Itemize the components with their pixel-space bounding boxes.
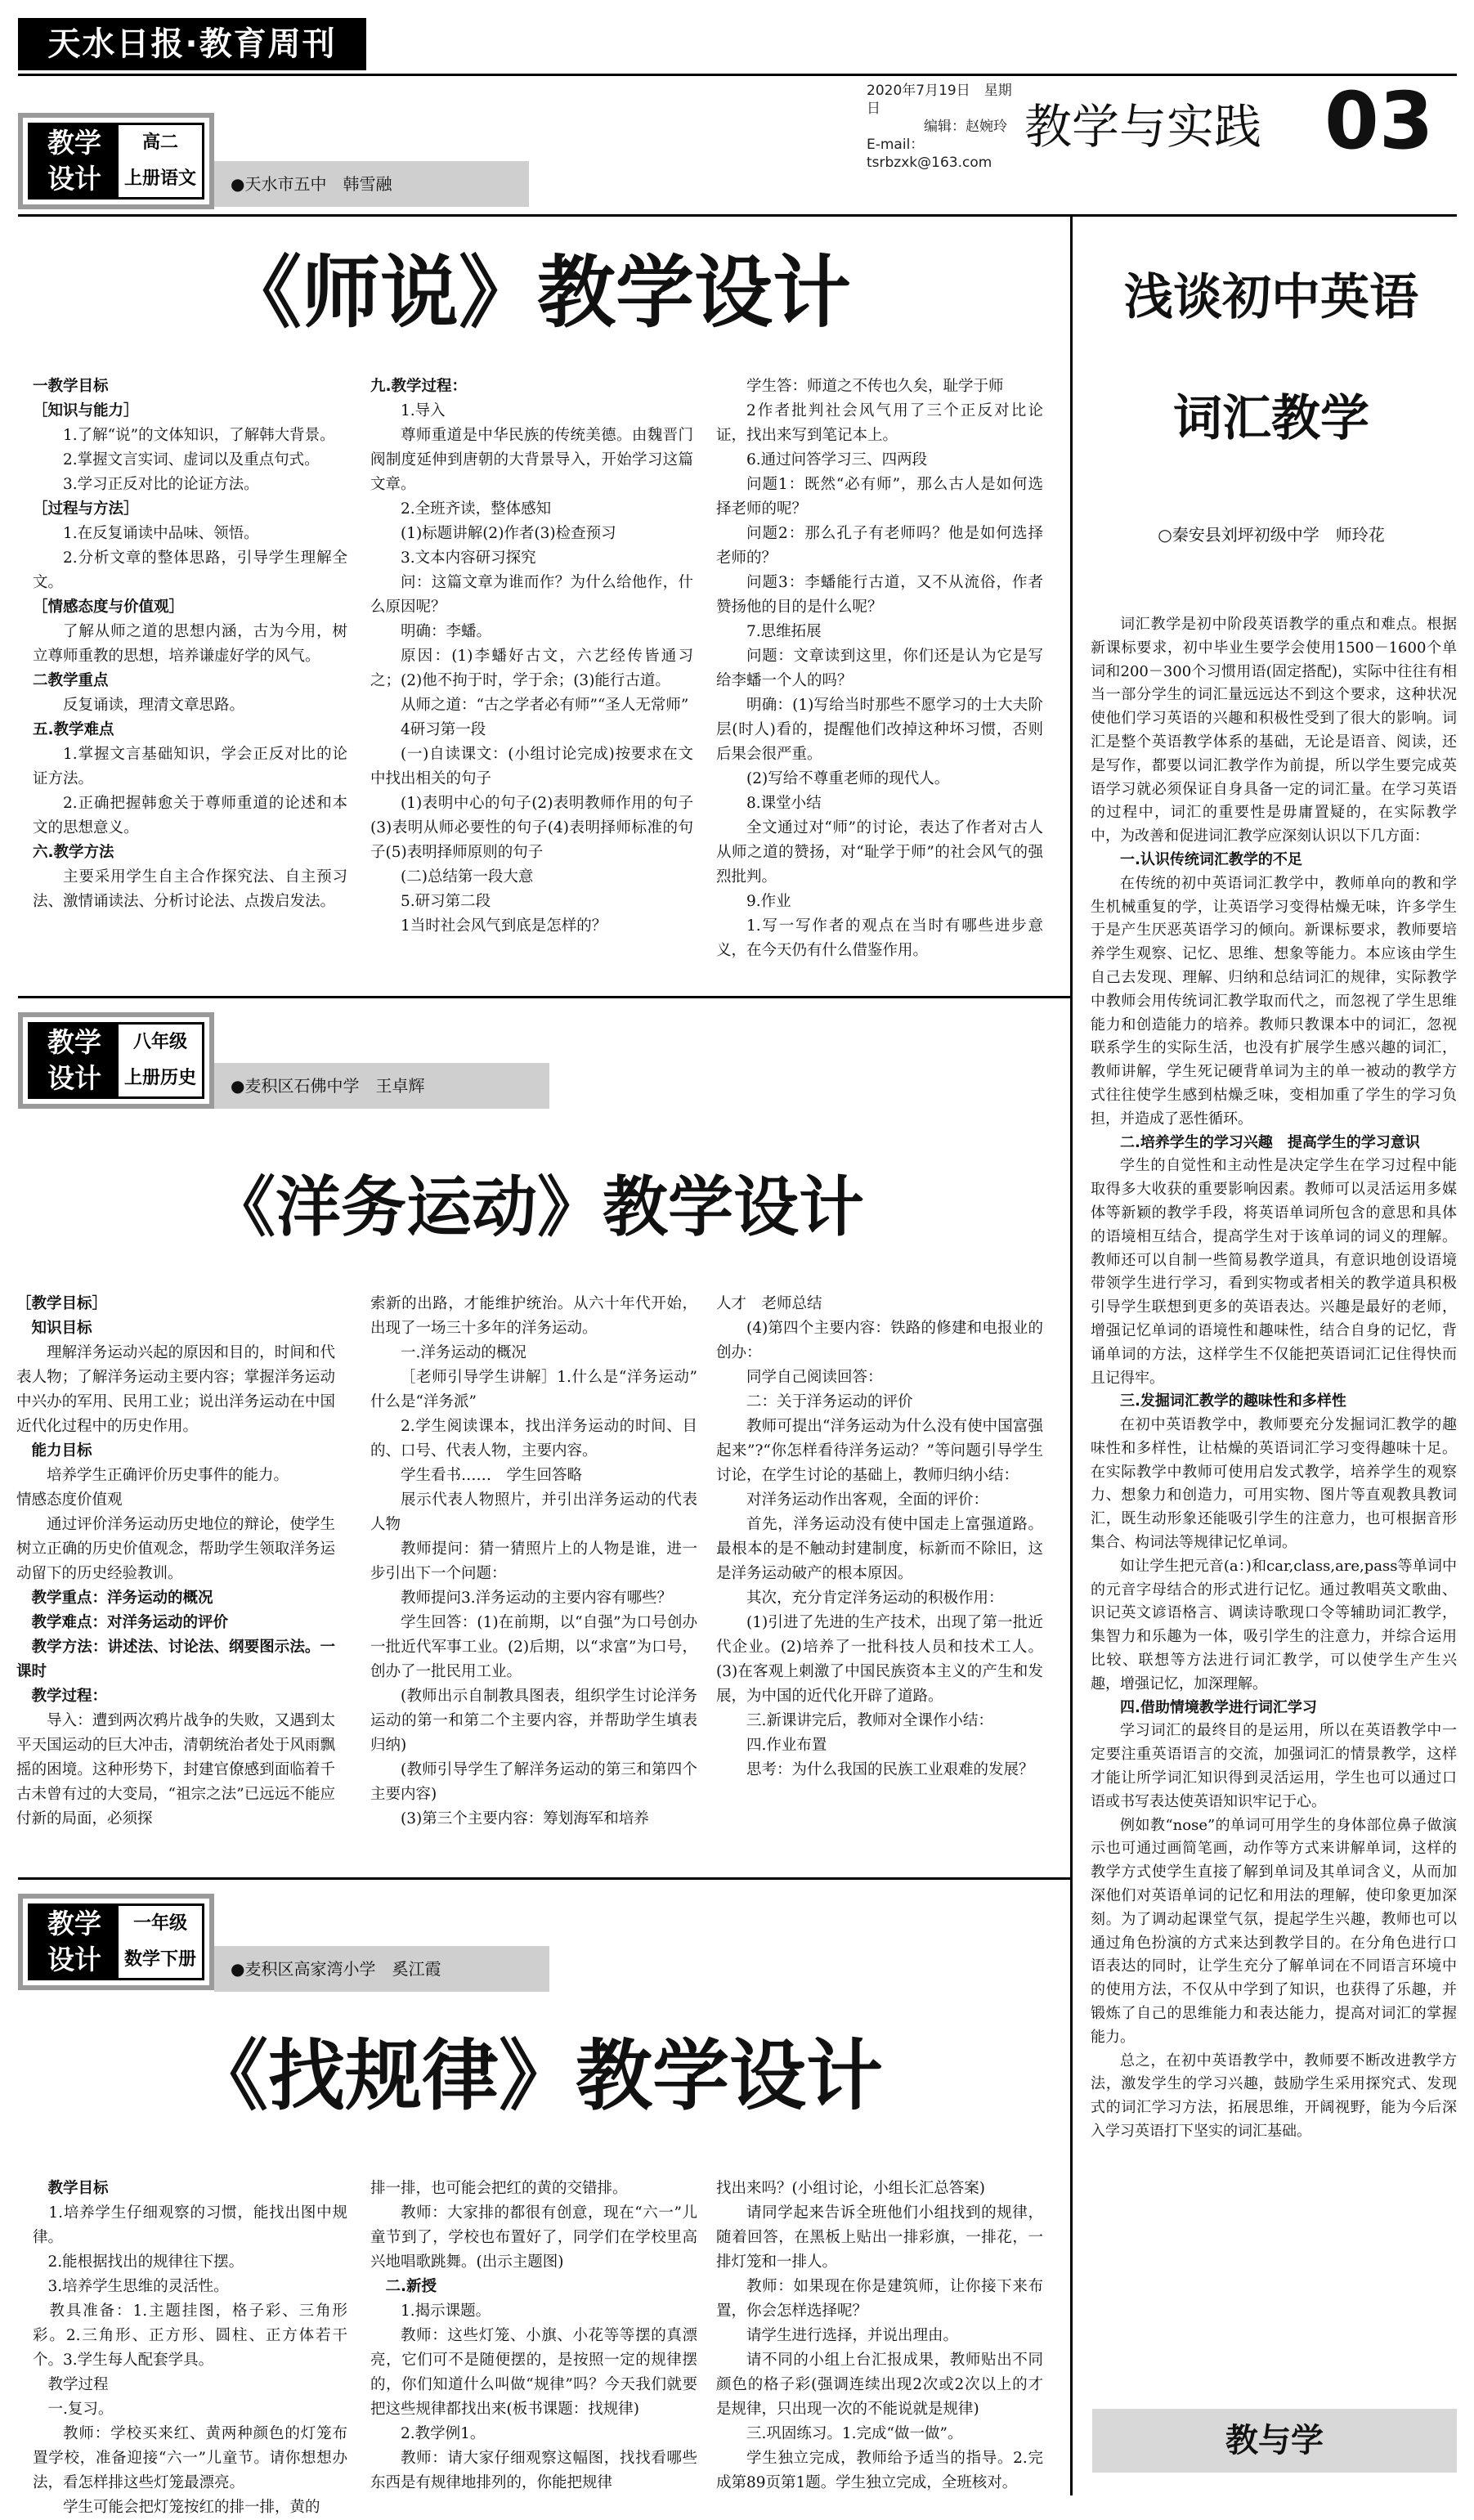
section-heading: 教学难点：对洋务运动的评价 [16,1614,229,1631]
badge-label-right [119,1025,202,1096]
paragraph: 问题1：既然“必有师”，那么古人是如何选择老师的呢？ [716,476,1043,518]
section-heading: 四.借助情境教学进行词汇学习 [1120,1698,1317,1716]
paragraph: 教师：这些灯笼、小旗、小花等等摆的真漂亮，它们可不是随便摆的，是按照一定的规律摆的，你们知道什么叫做“规律”吗？今天我们就要把这些规律都找出来(板书课题：找规律) [370,2327,697,2418]
paragraph: 问题2：那么孔子有老师吗？他是如何选择老师的？ [716,525,1043,567]
paragraph: 1.揭示课题。 [401,2303,491,2320]
paragraph: 请同学起来告诉全班他们小组找到的规律，随着回答，在黑板上贴出一排彩旗，一排花，一排灯笼和一排人。 [716,2204,1043,2271]
paragraph: 一.复习。 [33,2401,114,2418]
paragraph: 总之，在初中英语教学中，教师要不断改进教学方法，激发学生的学习兴趣，鼓励学生采用探究式、发现式的词汇学习方法，拓展思维，开阔视野，能为今后深入学习英语打下坚实的词汇基础。 [1091,2051,1457,2140]
paragraph: 教师提问：猜一猜照片上的人物是谁，进一步引出下一个问题： [370,1540,697,1582]
section-heading: 二教学重点 [33,672,109,689]
paragraph: 3.培养学生思维的灵活性。 [33,2278,229,2295]
paragraph: 展示代表人物照片，并引出洋务运动的代表人物 [370,1491,697,1533]
badge-grade: 一年级 [132,1913,187,1934]
paragraph: 问题3：李蟠能行古道，又不从流俗，作者赞扬他的目的是什么呢？ [716,574,1043,616]
paragraph: 8.课堂小结 [746,795,822,812]
paragraph: 全文通过对“师”的讨论，表达了作者对古人从师之道的赞扬，对“耻学于师”的社会风气的强烈批判。 [716,819,1043,886]
section-tag-box: 教与学 [1092,2409,1457,2473]
section-heading: 三.发掘词汇教学的趣味性和多样性 [1120,1392,1346,1410]
right-article-title [1079,252,1463,464]
section-heading: 九.教学过程： [370,378,468,395]
paragraph: 如让学生把元音(a：)和car,class,are,pass等单词中的元音字母结合的形式进行记忆。通过教唱英文歌曲、识记英文谚语格言、调读诗歌现口令等辅助词汇教学，集智力和乐趣为一体，吸引学生的注意力，并综合运用比较、联想等方法进行词汇教学，可以使学生产生兴趣，增强记忆，加深理解。 [1091,1557,1457,1693]
paragraph: 1.培养学生仔细观察的习惯，能找出图中规律。 [33,2204,347,2246]
page-header-meta [867,82,1022,172]
badge-word: 教学 [47,127,101,159]
paragraph: 从师之道：“古之学者必有师”“圣人无常师” [401,697,689,714]
paragraph: 培养学生正确评价历史事件的能力。 [47,1467,289,1484]
section-heading: ［知识与能力］ [33,402,139,419]
paragraph: 索新的出路，才能维护统治。从六十年代开始，出现了一场三十多年的洋务运动。 [370,1295,697,1337]
paragraph: 明确：李蟠。 [401,623,492,640]
article-title: 《师说》教学设计 [223,247,851,339]
paragraph: 教师可提出“洋务运动为什么没有使中国富强起来”?“你怎样看待洋务运动？”等问题引导学生讨论，在学生讨论的基础上，教师归纳小结： [716,1418,1043,1484]
paragraph: (二)总结第一段大意 [401,868,534,886]
section-heading: 教学目标 [33,2180,109,2197]
paragraph: 2.分析文章的整体思路，引导学生理解全文。 [33,549,347,591]
paragraph: 教学过程 [33,2376,109,2393]
paragraph: (2)写给不尊重老师的现代人。 [746,770,950,787]
section-heading: 二.培养学生的学习兴趣 提高学生的学习意识 [1120,1133,1420,1151]
section-heading: ［教学目标］ [16,1295,108,1312]
section-title: 教学与实践 [1024,99,1262,155]
article-rule [18,996,1070,998]
paragraph: 教师：学校买来红、黄两种颜色的灯笼布置学校，准备迎接“六一”儿童节。请你想想办法，看怎样排这些灯笼最漂亮。 [33,2425,347,2491]
paragraph: (1)标题讲解(2)作者(3)检查预习 [401,525,616,542]
badge-word: 设计 [47,1944,101,1975]
paragraph: 学生独立完成，教师给予适当的指导。2.完成第89页第1题。学生独立完成，全班核对。 [716,2450,1043,2491]
paragraph: (1)表明中心的句子(2)表明教师作用的句子(3)表明从师必要性的句子(4)表明择师标准的句子(5)表明择师原则的句子 [370,795,693,861]
paragraph: (3)第三个主要内容：筹划海军和培养 [401,1810,649,1827]
editor-credit: 编辑：赵婉玲 [924,119,1007,135]
paragraph: 1.在反复诵读中品味、领悟。 [63,525,259,542]
paragraph: 学习词汇的最终目的是运用，所以在英语教学中一定要注重英语语言的交流，加强词汇的情景教学，这样才能让所学词汇知识得到灵活运用，学生也可以通过口语或书写表达使英语知识牢记于心。 [1091,1722,1457,1810]
article-column [33,374,347,963]
section-heading: 知识目标 [16,1320,92,1337]
paragraph: 2.正确把握韩愈关于尊师重道的论述和本文的思想意义。 [33,795,347,836]
author-byline: ●麦积区石佛中学 王卓辉 [214,1063,549,1109]
article-column [716,2177,1043,2495]
paragraph: 在传统的初中英语词汇教学中，教师单向的教和学生机械重复的学，让英语学习变得枯燥无味，许多学生于是产生厌恶英语学习的倾向。新课标要求，教师要培养学生观察、记忆、思维、想象等能力。本应该由学生自己去发现、理解、归纳和总结词汇的规律，实际教学中教师会用传统词汇教学取而代之，而忽视了学生思维能力和创造能力的培养。教师只教课本中的词汇，忽视联系学生的实际生活，也没有扩展学生感兴趣的词汇，教师讲解，学生死记硬背单词为主的单一被动的教学方式往往使学生感到枯燥乏味，变相加重了学生的学习负担，并造成了恶性循环。 [1091,874,1457,1128]
paragraph: 同学自己阅读回答： [746,1369,883,1386]
paragraph: 教师提问3.洋务运动的主要内容有哪些？ [401,1590,673,1607]
paragraph: (一)自读课文：(小组讨论完成)按要求在文中找出相关的句子 [370,746,693,787]
paragraph: 1.掌握文言基础知识，学会正反对比的论证方法。 [33,746,347,787]
article-badge [18,1894,214,1990]
paragraph: 学生可能会把灯笼按红的排一排，黄的 [63,2499,320,2516]
paragraph: 导入：遭到两次鸦片战争的失败，又遇到太平天国运动的巨大冲击，清朝统治者处于风雨飘摇的困境。这种形势下，封建官僚感到面临着千古未曾有过的大变局，“祖宗之法”已远远不能应付新的局面，必须探 [16,1712,335,1827]
badge-word: 教学 [47,1026,101,1058]
paragraph: 9.作业 [746,893,791,910]
paragraph: 教师：大家排的都很有创意，现在“六一”儿童节到了，学校也布置好了，同学们在学校里高兴地唱歌跳舞。(出示主题图) [370,2204,697,2271]
paragraph: 5.研习第二段 [401,893,491,910]
paragraph: 2.能根据找出的规律往下摆。 [33,2253,244,2271]
paragraph: 其次，充分肯定洋务运动的积极作用： [746,1590,1004,1607]
badge-label-left [30,1906,119,1978]
paragraph: 思考：为什么我国的民族工业艰难的发展？ [746,1761,1034,1778]
section-heading: 能力目标 [16,1442,92,1460]
paragraph: 明确：(1)写给当时那些不愿学习的士大夫阶层(时人)看的，提醒他们改掉这种坏习惯，否则后果会很严重。 [716,697,1043,763]
paragraph: 二：关于洋务运动的评价 [746,1393,913,1410]
paragraph: 主要采用学生自主合作探究法、自主预习法、激情诵读法、分析讨论法、点拨启发法。 [33,868,347,910]
paragraph: 教具准备：1.主题挂图，格子彩、三角形彩。2.三角形、正方形、圆柱、正方体若干个。3.学生每人配套学具。 [33,2303,347,2369]
column-divider [1070,214,1073,2495]
article-column [33,2177,347,2516]
header-rule [18,214,1457,217]
paragraph: 教师：请大家仔细观察这幅图，找找看哪些东西是有规律地排列的，你能把规律 [370,2450,697,2491]
paragraph: 通过评价洋务运动历史地位的辩论，使学生树立正确的历史价值观念，帮助学生领取洋务运动留下的历史经验教训。 [16,1516,335,1582]
paragraph: 1当时社会风气到底是怎样的？ [401,917,607,935]
article-column [716,1292,1043,1848]
article-badge [18,113,214,209]
paragraph: 首先，洋务运动没有使中国走上富强道路。最根本的是不触动封建制度，标新而不除旧，这是洋务运动破产的根本原因。 [716,1516,1043,1582]
section-heading: 二.新授 [370,2278,437,2295]
paragraph: (4)第四个主要内容：铁路的修建和电报业的创办： [716,1320,1043,1361]
paragraph: 请学生进行选择，并说出理由。 [746,2327,959,2344]
section-heading: 五.教学难点 [33,721,114,738]
paragraph: 2.学生阅读课本，找出洋务运动的时间、目的、口号、代表人物，主要内容。 [370,1418,697,1460]
paragraph: 2.掌握文言实词、虚词以及重点句式。 [63,451,320,469]
title-line: 浅谈初中英语 [1124,269,1418,326]
paragraph: 四.作业布置 [746,1737,827,1754]
paragraph: 1.导入 [401,402,446,419]
paragraph: 问：这篇文章为谁而作？为什么给他作，什么原因呢？ [370,574,693,616]
article-rule [18,1877,1070,1880]
paragraph: (1)引进了先进的生产技术，出现了第一批近代企业。(2)培养了一批科技人员和技术工人。(3)在客观上刺激了中国民族资本主义的产生和发展，为中国的近代化开辟了道路。 [716,1614,1043,1705]
paragraph: 学生答：师道之不传也久矣，耻学于师 [746,378,1004,395]
paragraph: 问题：文章读到这里，你们还是认为它是写给李蟠一个人的吗？ [716,648,1043,689]
paragraph: 学生回答：(1)在前期，以“自强”为口号创办一批近代军事工业。(2)后期，以“求富”为口号，创办了一批民用工业。 [370,1614,697,1680]
paragraph: 反复诵读，理清文章思路。 [63,697,245,714]
section-heading: 教学过程： [16,1688,108,1705]
paragraph: 三.新课讲完后，教师对全课作小结： [746,1712,993,1729]
badge-grade: 八年级 [132,1032,187,1052]
badge-label-left [30,1025,119,1096]
paragraph: 在初中英语教学中，教师要充分发掘词汇教学的趣味性和多样性，让枯燥的英语词汇学习变得趣味十足。在实际教学中教师可使用启发式教学，培养学生的观察力、想象力和创造力，可用实物、图片等直观教具教词汇，既生动形象还能吸引学生的注意力，也可根据音形集合、构词法等规律记忆单词。 [1091,1416,1457,1552]
section-heading: 教学方法：讲述法、讨论法、纲要图示法。一课时 [16,1639,335,1680]
badge-label-right [119,1906,202,1978]
paragraph: 3.学习正反对比的论证方法。 [63,476,259,493]
section-heading: 教学重点：洋务运动的概况 [16,1590,213,1607]
issue-date: 2020年7月19日 星期日 [867,83,1012,117]
paragraph: 学生看书…… 学生回答略 [401,1467,583,1484]
author-byline: ●麦积区高家湾小学 奚江霞 [214,1946,549,1992]
badge-grade: 高二 [141,132,178,153]
section-heading: 一教学目标 [33,378,109,395]
paragraph: 学生的自觉性和主动性是决定学生在学习过程中能取得多大收获的重要影响因素。教师可以灵活运用多媒体等新颖的教学手段，将英语单词所包含的意思和具体的语境相互结合，提高学生对于该单词的词义的理解。教师还可以自制一些简易教学道具，有意识地创设语境带领学生进行学习，看到实物或者相关的教学道具积极引导学生联想到更多的英语表达。兴趣是最好的老师，增强记忆单词的语境性和趣味性，结合自身的记忆，背诵单词的方法，这样学生不仅能把英语词汇记住得快而且记得牢。 [1091,1157,1457,1387]
badge-word: 设计 [47,1062,101,1094]
top-rule [18,74,1457,76]
badge-word: 设计 [47,163,101,195]
badge-subject: 上册语文 [123,168,196,189]
badge-label-right [119,125,202,197]
paragraph: (教师引导学生了解洋务运动的第三和第四个主要内容) [370,1761,697,1803]
article-title: 《找规律》教学设计 [190,2032,883,2121]
paragraph: (教师出示自制教具图表，组织学生讨论洋务运动的第一和第二个主要内容，并帮助学生填表归纳) [370,1688,697,1754]
article-column [16,1292,335,1848]
paragraph: 词汇教学是初中阶段英语教学的重点和难点。根据新课标要求，初中毕业生要学会使用1500－1600个单词和200－300个习惯用语(固定搭配)，实际中往往有相当一部分学生的词汇量远远达不到这个要求，这种状况使他们学习英语的兴趣和积极性受到了很大的影响。词汇是整个英语教学体系的基础，无论是语音、阅读，还是写作，都要以词汇教学作为前提，所以学生要完成英语学习就必须保证自身具备一定的词汇量。在学习英语的过程中，词汇的重要性是毋庸置疑的，在实际教学中，为改善和促进词汇教学应深刻认识以下几方面： [1091,616,1457,845]
paragraph: 对洋务运动作出客观，全面的评价： [746,1491,989,1509]
paragraph: 2.全班齐读，整体感知 [401,500,552,518]
badge-subject: 上册历史 [123,1068,196,1088]
article-column [716,374,1043,963]
paragraph: 原因：(1)李蟠好古文，六艺经传皆通习之；(2)他不拘于时，学于余；(3)能行古道。 [370,648,693,689]
author-byline: ●天水市五中 韩雪融 [214,161,529,207]
paragraph: 例如教“nose”的单词可用学生的身体部位鼻子做演示也可通过画简笔画，动作等方式来讲解单词，这样的教学方式使学生直接了解到单词及其单词含义，从而加深他们对英语单词的记忆和用法的理解，使印象更加深刻。为了调动起课堂气氛，提起学生兴趣，教师也可以通过角色扮演的方式来达到教学目的。在分角色进行口语表达的同时，让学生充分了解单词在不同语言环境中的使用方法，不仅从中学到了知识，也获得了乐趣，并锻炼了自己的思维能力和表达能力，提高对词汇的掌握能力。 [1091,1816,1457,2046]
paragraph: 教师：如果现在你是建筑师，让你接下来布置，你会怎样选择呢？ [716,2278,1043,2320]
article-column [370,2177,697,2495]
paragraph: 人才 老师总结 [716,1295,822,1312]
page-number: 03 [1324,75,1434,167]
section-heading: ［过程与方法］ [33,500,139,518]
paragraph: 1.写一写作者的观点在当时有哪些进步意义，在今天仍有什么借鉴作用。 [716,917,1043,959]
paragraph: 一.洋务运动的概况 [401,1344,526,1361]
right-article-body [1091,613,1457,2412]
paragraph: 排一排，也可能会把红的黄的交错排。 [370,2180,628,2197]
paragraph: 2.教学例1。 [401,2425,486,2442]
paragraph: 3.文本内容研习探究 [401,549,536,567]
section-heading: 一.认识传统词汇教学的不足 [1120,850,1302,868]
paragraph: 找出来吗？(小组讨论，小组长汇总答案) [716,2180,985,2197]
title-line: 词汇教学 [1173,390,1369,447]
section-heading: ［情感态度与价值观］ [33,599,185,616]
paragraph: 4研习第一段 [401,721,486,738]
badge-label-left [30,125,119,197]
paragraph: 1.了解“说”的文体知识，了解韩大背景。 [63,427,335,444]
paragraph: 三.巩固练习。1.完成“做一做”。 [746,2425,963,2442]
section-heading: 六.教学方法 [33,844,114,861]
paragraph: 请不同的小组上台汇报成果，教师贴出不同颜色的格子彩(强调连续出现2次或2次以上的才是规律，只出现一次的不能说就是规律) [716,2352,1043,2418]
badge-subject: 数学下册 [123,1949,196,1970]
paragraph: 6.通过问答学习三、四两段 [746,451,928,469]
editor-email: E-mail：tsrbzxk@163.com [867,137,992,171]
paragraph: 尊师重道是中华民族的传统美德。由魏晋门阀制度延伸到唐朝的大背景导入，开始学习这篇文章。 [370,427,693,493]
article-column [370,374,693,963]
paragraph: ［老师引导学生讲解］1.什么是“洋务运动” 什么是“洋务派” [370,1369,713,1410]
newspaper-masthead: 天水日报·教育周刊 [18,18,366,70]
article-badge [18,1012,214,1109]
article-title: 《洋务运动》教学设计 [210,1169,864,1245]
paragraph: 了解从师之道的思想内涵，古为今用，树立尊师重教的思想，培养谦虚好学的风气。 [33,623,347,665]
article-column [370,1292,713,1848]
right-article-author: ○秦安县刘坪初级中学 师玲花 [1158,525,1385,545]
paragraph: 2作者批判社会风气用了三个正反对比论证，找出来写到笔记本上。 [716,402,1043,444]
paragraph: 7.思维拓展 [746,623,822,640]
paragraph: 理解洋务运动兴起的原因和目的，时间和代表人物；了解洋务运动主要内容；掌握洋务运动中兴办的军用、民用工业；说出洋务运动在中国近代化过程中的历史作用。 [16,1344,335,1435]
badge-word: 教学 [47,1908,101,1939]
paragraph: 情感态度价值观 [16,1491,123,1509]
